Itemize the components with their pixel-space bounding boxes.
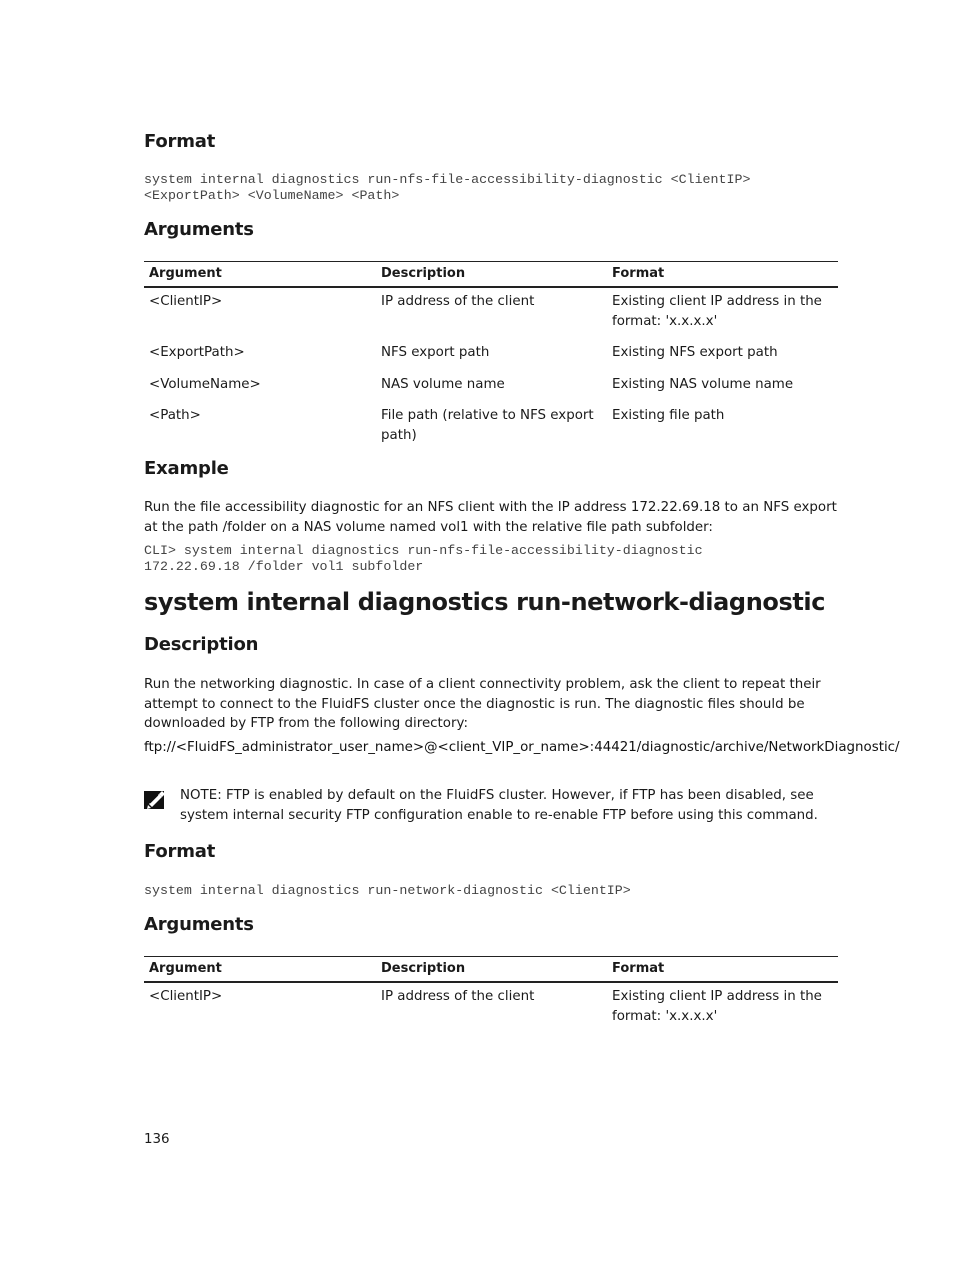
example-heading: Example <box>144 458 229 479</box>
table-row <box>144 402 838 453</box>
table-header-row <box>144 957 838 983</box>
table-cell: Existing NAS volume name <box>612 376 794 392</box>
table-cell: Existing file path <box>612 408 725 423</box>
column-header: Description <box>376 957 607 983</box>
command-title: system internal diagnostics run-network-diagnostic <box>144 588 826 616</box>
arguments-table-2 <box>144 956 838 1034</box>
column-header: Argument <box>144 262 376 288</box>
table-cell: IP address of the client <box>381 989 535 1004</box>
table-cell: Existing client IP address in the format: 'x.x.x.x' <box>612 989 822 1024</box>
description-text: Run the networking diagnostic. In case of a client connectivity problem, ask the client to repeat their attempt to connect to the FluidFS cluster once the diagnostic is run. The diagnostic files should be downloaded by FTP from the following directory: <box>144 677 821 731</box>
format-code-2: system internal diagnostics run-network-diagnostic <ClientIP> <box>144 883 631 898</box>
table-row <box>144 287 838 339</box>
table-cell: <ClientIP> <box>149 989 223 1004</box>
table-row <box>144 371 838 403</box>
note-text <box>180 786 830 825</box>
note-pencil-icon <box>144 789 166 809</box>
arguments-heading: Arguments <box>144 219 254 240</box>
format-heading: Format <box>144 131 216 152</box>
table-cell: File path (relative to NFS export path) <box>381 408 594 443</box>
table-cell: <ExportPath> <box>149 345 245 360</box>
description-heading: Description <box>144 634 259 655</box>
ftp-path: ftp://<FluidFS_administrator_user_name>@<client_VIP_or_name>:44421/diagnostic/archive/NetworkDiagnostic/ <box>144 740 900 755</box>
example-code: CLI> system internal diagnostics run-nfs-file-accessibility-diagnostic 172.22.69.18 /folder vol1 subfolder <box>144 543 703 574</box>
column-header: Description <box>376 262 607 288</box>
table-cell: NAS volume name <box>381 376 505 392</box>
table-cell: Existing NFS export path <box>612 345 778 360</box>
format-heading-2: Format <box>144 841 216 862</box>
column-header: Format <box>607 262 838 288</box>
table-cell: <VolumeName> <box>149 376 261 392</box>
note-label: NOTE: <box>180 788 222 803</box>
arguments-table <box>144 261 838 453</box>
table-row <box>144 982 838 1034</box>
column-header: Format <box>607 957 838 983</box>
table-cell: NFS export path <box>381 345 490 360</box>
table-header-row <box>144 262 838 288</box>
page-number: 136 <box>144 1132 170 1147</box>
format-code: system internal diagnostics run-nfs-file-accessibility-diagnostic <ClientIP> <ExportPath> <VolumeName> <Path> <box>144 172 751 203</box>
arguments-heading-2: Arguments <box>144 914 254 935</box>
table-cell: <Path> <box>149 408 201 423</box>
table-cell: <ClientIP> <box>149 294 223 309</box>
table-cell: IP address of the client <box>381 294 535 309</box>
note-body: FTP is enabled by default on the FluidFS cluster. However, if FTP has been disabled, see system internal security FTP configuration enable to re-enable FTP before using this command. <box>180 788 818 823</box>
example-text: Run the file accessibility diagnostic for an NFS client with the IP address 172.22.69.18 to an NFS export at the path /folder on a NAS volume named vol1 with the relative file path subfolder: <box>144 500 837 535</box>
table-cell: Existing client IP address in the format: 'x.x.x.x' <box>612 294 822 329</box>
table-row <box>144 339 838 371</box>
column-header: Argument <box>144 957 376 983</box>
